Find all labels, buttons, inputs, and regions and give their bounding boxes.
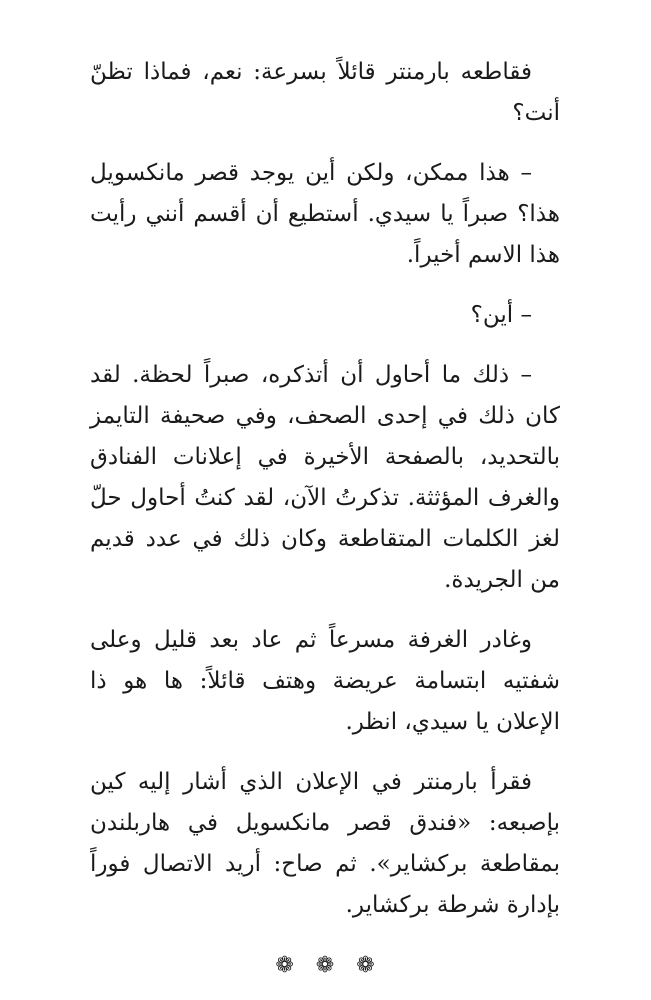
paragraph-6: فقرأ بارمنتر في الإعلان الذي أشار إليه كين بإصبعه: «فندق قصر مانكسويل في هاربلندن بمقاطعة بركشاير». ثم صاح: أريد الاتصال فوراً بإدارة شرطة بركشاير. [90, 769, 560, 918]
paragraph-2: – هذا ممكن، ولكن أين يوجد قصر مانكسويل هذا؟ صبراً يا سيدي. أستطيع أن أقسم أنني رأيت هذا الاسم أخيراً. [90, 160, 560, 268]
paragraph-4: – ذلك ما أحاول أن أتذكره، صبراً لحظة. لقد كان ذلك في إحدى الصحف، وفي صحيفة التايمز بالتحديد، بالصفحة الأخيرة في إعلانات الفنادق والغرف المؤثثة. تذكرتُ الآن، لقد كنتُ أحاول حلّ لغز الكلمات المتقاطعة وكان ذلك في عدد قديم من الجريدة. [90, 362, 560, 593]
section-break-ornament: ❁❁❁ [275, 953, 397, 978]
paragraph-5: وغادر الغرفة مسرعاً ثم عاد بعد قليل وعلى شفتيه ابتسامة عريضة وهتف قائلاً: ها هو ذا الإعلان يا سيدي، انظر. [90, 627, 560, 735]
paragraph-1: فقاطعه بارمنتر قائلاً بسرعة: نعم، فماذا تظنّ أنت؟ [90, 59, 560, 126]
paragraph-3: – أين؟ [470, 302, 532, 328]
page-text [90, 52, 560, 986]
